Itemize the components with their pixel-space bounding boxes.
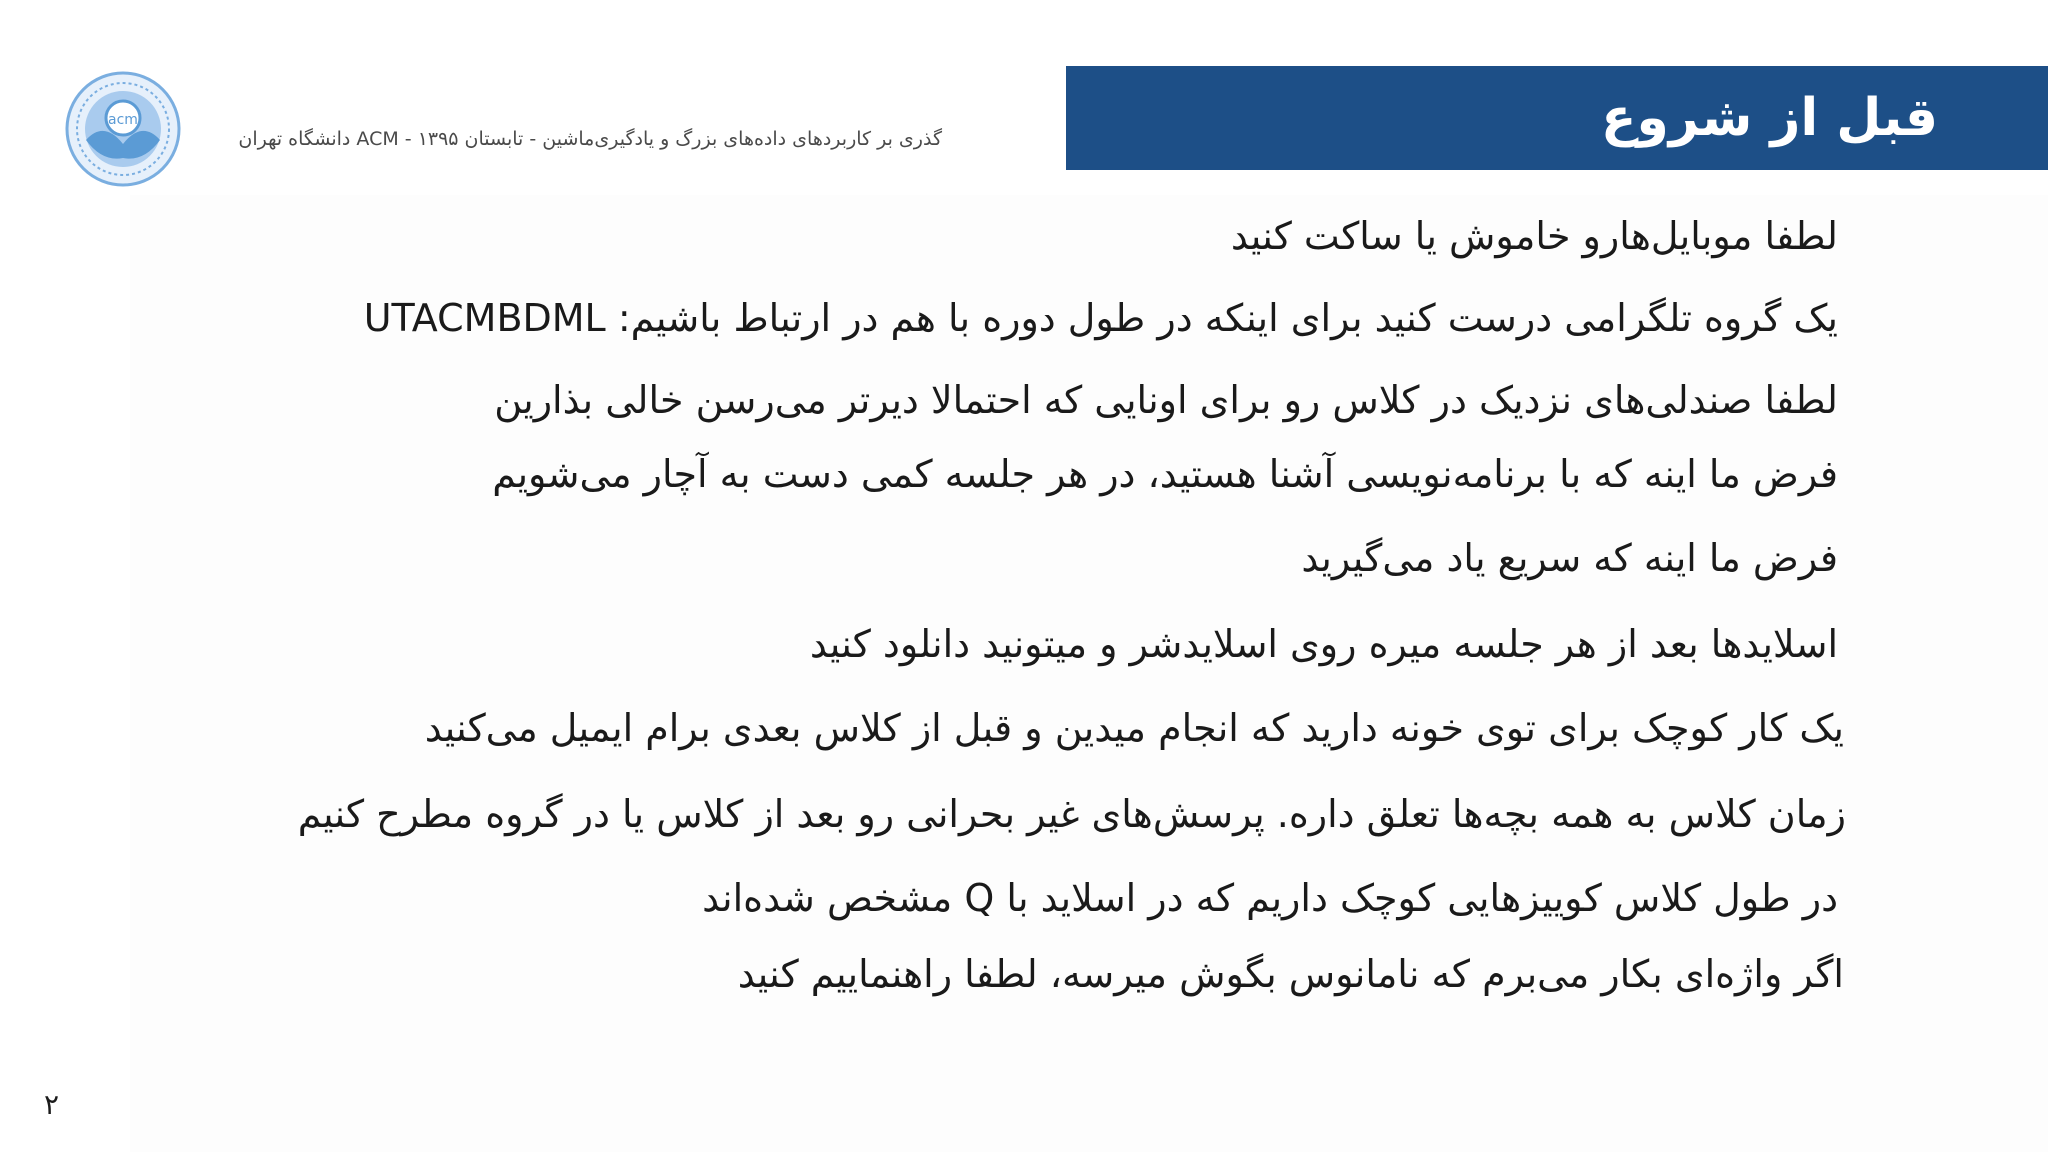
bullet-item: فرض ما اینه که سریع یاد می‌گیرید (1301, 536, 1838, 580)
bullet-item: در طول کلاس کوییزهایی کوچک داریم که در اسلاید با Q مشخص شده‌اند (702, 876, 1838, 920)
logo-text: acm (108, 112, 138, 128)
slide-title: قبل از شروع (1601, 88, 1938, 148)
bullet-item: زمان کلاس به همه بچه‌ها تعلق داره. پرسش‌های غیر بحرانی رو بعد از کلاس یا در گروه مطرح کنیم (297, 792, 1846, 836)
bullet-item: اگر واژه‌ای بکار می‌برم که نامانوس بگوش میرسه، لطفا راهنماییم کنید (737, 952, 1844, 996)
bullet-item: اسلایدها بعد از هر جلسه میره روی اسلایدشر و میتونید دانلود کنید (809, 622, 1838, 666)
bullet-item: فرض ما اینه که با برنامه‌نویسی آشنا هستید، در هر جلسه کمی دست به آچار می‌شویم (492, 452, 1838, 496)
bullet-item: یک گروه تلگرامی درست کنید برای اینکه در طول دوره با هم در ارتباط باشیم: UTACMBDML (363, 296, 1838, 340)
bullet-item: لطفا صندلی‌های نزدیک در کلاس رو برای اونایی که احتمالا دیرتر می‌رسن خالی بذارین (494, 378, 1838, 422)
page-number: ۲ (44, 1088, 60, 1121)
course-caption: گذری بر کاربردهای داده‌های بزرگ و یادگیری‌ماشین - تابستان ۱۳۹۵ - ACM دانشگاه تهران (238, 128, 942, 150)
bullet-item: لطفا موبایل‌هارو خاموش یا ساکت کنید (1230, 214, 1838, 258)
bullet-item: یک کار کوچک برای توی خونه دارید که انجام میدین و قبل از کلاس بعدی برام ایمیل می‌کنید (424, 706, 1844, 750)
